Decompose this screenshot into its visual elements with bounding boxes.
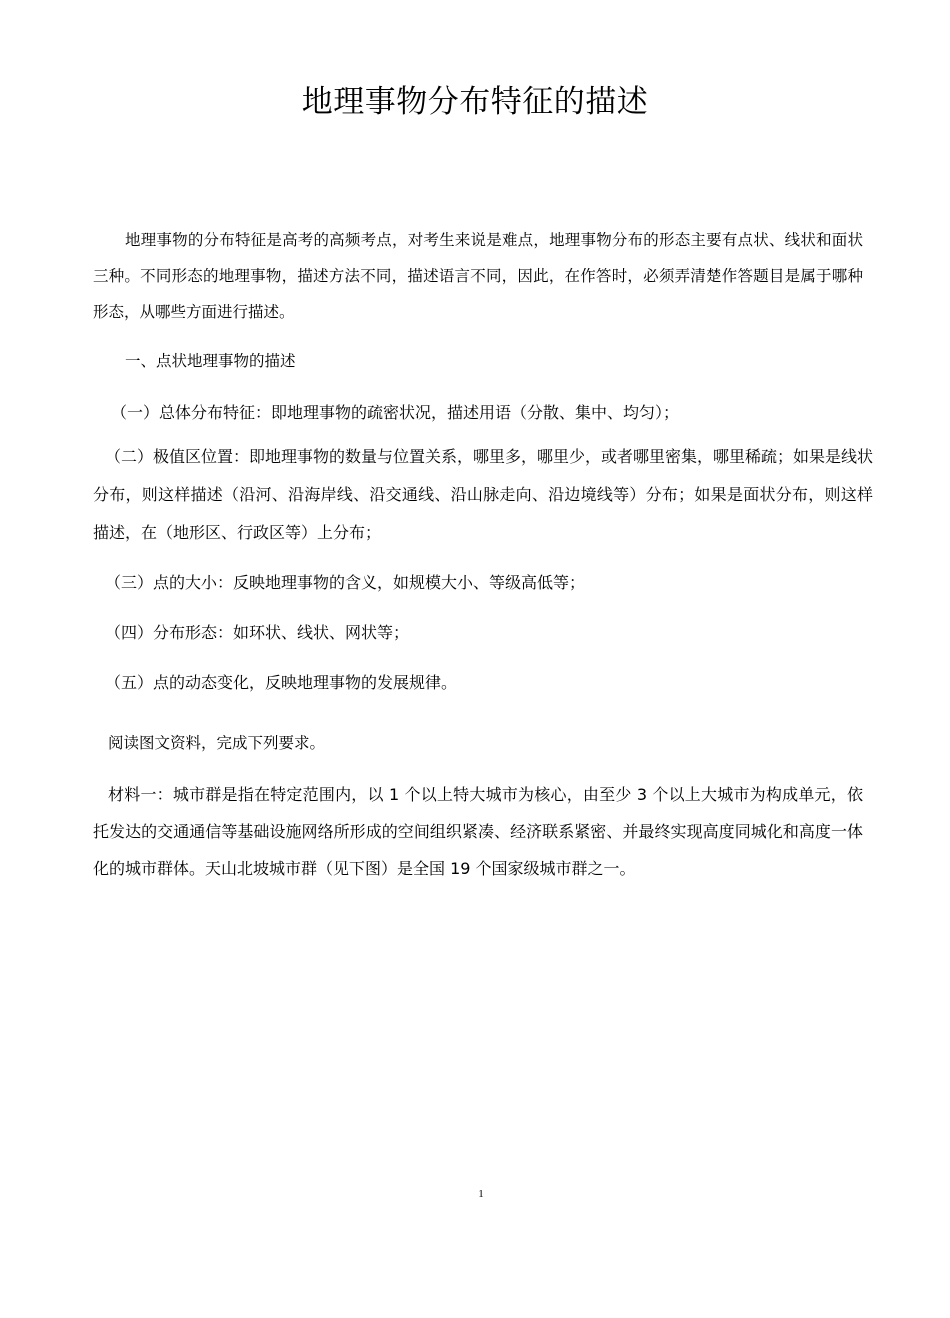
list-item-distribution-form: （四）分布形态：如环状、线状、网状等；: [105, 623, 410, 642]
list-item-point-size: （三）点的大小：反映地理事物的含义，如规模大小、等级高低等；: [105, 573, 586, 592]
list-item-extreme-location: （二）极值区位置：即地理事物的数量与位置关系，哪里多，哪里少，或者哪里密集，哪里稀疏；如果是线状分布，则这样描述（沿河、沿海岸线、沿交通线、沿山脉走向、沿边境线等）分布；如果是面状分布，则这样描述，在（地形区、行政区等）上分布；: [93, 447, 874, 542]
intro-paragraph: 地理事物的分布特征是高考的高频考点，对考生来说是难点，地理事物分布的形态主要有点状、线状和面状三种。不同形态的地理事物，描述方法不同，描述语言不同，因此，在作答时，必须弄清楚作答题目是属于哪种形态，从哪些方面进行描述。: [93, 231, 863, 321]
list-item-overall-distribution: （一）总体分布特征：即地理事物的疏密状况，描述用语（分散、集中、均匀）；: [111, 403, 680, 422]
page-number: 1: [478, 1188, 484, 1200]
reading-prompt: 阅读图文资料，完成下列要求。: [108, 734, 326, 752]
material-one-paragraph: 材料一：城市群是指在特定范围内，以 1 个以上特大城市为核心，由至少 3 个以上大城市为构成单元，依托发达的交通通信等基础设施网络所形成的空间组织紧凑、经济联系紧密、并最终实现高度同城化和高度一体化的城市群体。天山北坡城市群（见下图）是全国 19 个国家级城市群之一。: [93, 785, 863, 878]
list-item-dynamic-change: （五）点的动态变化，反映地理事物的发展规律。: [105, 673, 458, 692]
page-title: 地理事物分布特征的描述: [301, 84, 649, 120]
section-heading: 一、点状地理事物的描述: [125, 352, 296, 370]
